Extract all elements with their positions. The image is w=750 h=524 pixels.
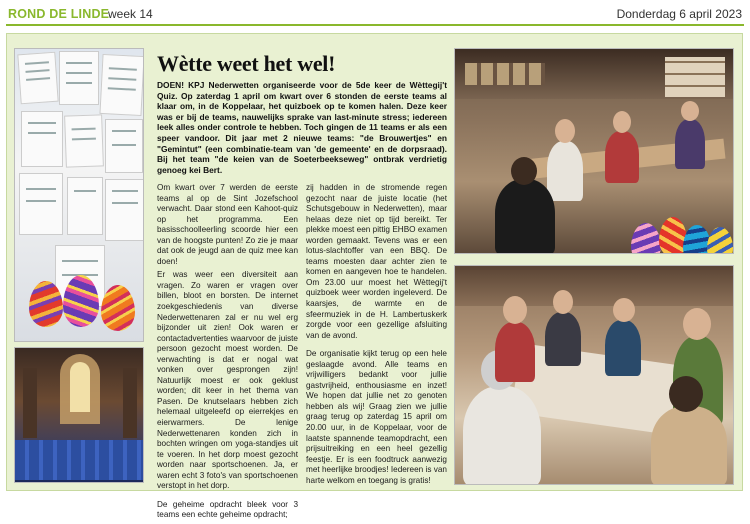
photo-quiz-teams — [454, 48, 734, 254]
issue-date: Donderdag 6 april 2023 — [616, 7, 742, 21]
paragraph: zij hadden in de stromende regen gezocht naar de juiste locatie (het Schutsgebouw in Nederwetten), maar helaas deze niet op tijd bereikt. Ter plekke moest een pittig EHBO examen worden gemaakt. Tevens was er een lotus-slachtoffer van een BBQ. De teams moesten daar achter zien te komen en aangeven hoe te handelen. Om 23.00 uur moest het Wèttegij't quizboek weer worden ingeleverd. De kaarsjes, de warmte en de sfeermuziek in de H. Lambertuskerk zorgde voor een gezellige afsluiting van de avond. — [306, 183, 447, 340]
paragraph: Om kwart over 7 werden de eerste teams al op de Sint Jozefschool verwacht. Daar stond een Kahoot-quiz op het programma. Een basisschoolleerling scoorde hier een van de hoogste punten! Zo zie je maar dat ook de jeugd aan de quiz mee kan doen! — [157, 183, 298, 266]
article-lead: DOEN! KPJ Nederwetten organiseerde voor de 5de keer de Wèttegij't Quiz. Op zaterdag 1 april om kwart over 6 stonden de eerste teams al klaar om, in de Koppelaar, het quizboek op te komen halen. Deze keer was er bij de teams, nauwelijks sprake van last-minute stress; iedereen leek alles onder controle te hebben. Toch gingen de 11 teams er als een speer vandoor. Dit jaar met 2 nieuwe teams: "de Brouwertjes" en "Gemintut" (een combinatie-team van 'de gemeente' en de dorpsraad). Bij het team "de keien van de Soeterbeekseweg" ontbrak verdrietig genoeg kei Bert. — [157, 80, 447, 175]
header-rule — [6, 24, 744, 26]
photo-church-interior — [14, 347, 144, 483]
article-column-1 — [157, 183, 298, 524]
easter-egg-blue — [631, 223, 661, 254]
paragraph: De organisatie kijkt terug op een hele geslaagde avond. Alle teams en vrijwilligers bedankt voor jullie gastvrijheid, enthousiasme en inzet! We hopen dat jullie net zo genoten hebben als wij! Graag zien we jullie graag terug op zaterdag 15 april om 20.00 uur, in de Koppelaar, voor de laatste spannende teamopdracht, een prijsuitreiking en een heel gezellig feestje. Er is een foodtruck aanwezig met heerlijke broodjes! Iedereen is van harte welkom en toegang is gratis! — [306, 349, 447, 485]
easter-egg-red — [29, 281, 63, 327]
photo-team-table — [454, 265, 734, 485]
easter-egg-orange — [101, 285, 135, 331]
article-title: Wètte weet het wel! — [157, 51, 336, 76]
easter-egg-yellow — [707, 227, 733, 254]
issue-week: week 14 — [108, 7, 153, 21]
newspaper-name: ROND DE LINDE — [8, 7, 110, 21]
paragraph: Er was weer een diversiteit aan vragen. Zo waren er vragen over billen, bloot en borsten. De internet zoekgeschiedenis van diverse Nederwettenaren zal er nu wel erg bijzonder uit zien! Ook waren er contactadvertenties waarvoor de juiste persoon gezocht moest worden. De verwachting is dat er nogal wat vonken over gesprongen zijn! Natuurlijk moest er ook geklust worden; dit keer in het thema van Pasen. De knutselaars hebben zich helemaal uitgeleefd op eierrekjes en eierwarmers. De lenige Nederwettenaren konden zich in bochten wringen om yoga-standjes uit te voeren. In het dorp moest gezocht worden naar sportschoenen. Ja, er waren echt 3 foto's van sportschoenen verstopt in het dorp. — [157, 270, 298, 491]
photo-quiz-posters — [14, 48, 144, 342]
paragraph: De geheime opdracht bleek voor 3 teams een echte geheime opdracht; — [157, 499, 298, 520]
page-header — [0, 0, 750, 26]
article-column-2 — [306, 183, 447, 489]
